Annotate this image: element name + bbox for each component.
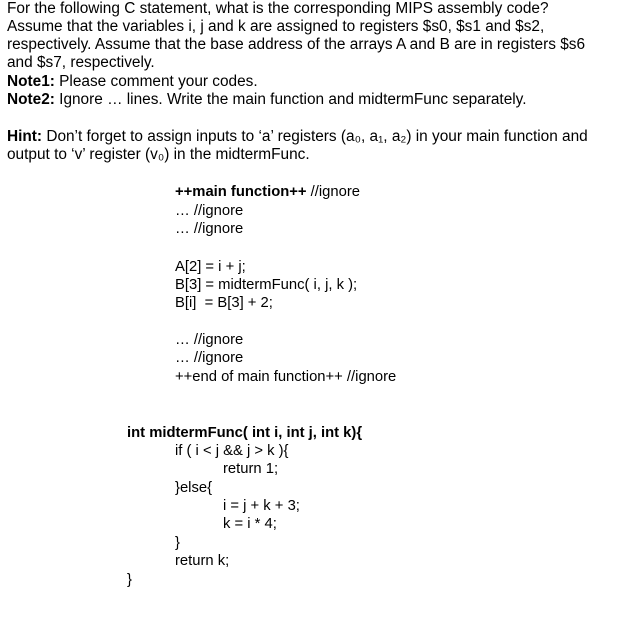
question-line-3: respectively. Assume that the base address of the arrays A and B are in registers $s6	[7, 36, 586, 53]
main-ignore-4: … //ignore	[175, 350, 244, 366]
func-assign-1: i = j + k + 3;	[223, 498, 300, 514]
func-if-line: if ( i < j && j > k ){	[175, 443, 289, 459]
question-line-4: and $s7, respectively.	[7, 54, 155, 71]
main-function-header-comment: //ignore	[306, 184, 361, 200]
main-ignore-2: … //ignore	[175, 221, 244, 237]
func-close-brace: }	[127, 572, 132, 588]
main-statement-2: B[3] = midtermFunc( i, j, k );	[175, 277, 358, 293]
main-ignore-3: … //ignore	[175, 332, 244, 348]
note2-label: Note2:	[7, 91, 55, 108]
main-statement-3: B[i] = B[3] + 2;	[175, 295, 273, 311]
main-statement-1: A[2] = i + j;	[175, 259, 246, 275]
func-return-k: return k;	[175, 553, 230, 569]
main-function-footer: ++end of main function++ //ignore	[175, 369, 397, 385]
note1-text: Please comment your codes.	[54, 73, 258, 90]
main-function-header	[175, 183, 360, 201]
func-signature: int midtermFunc( int i, int j, int k){	[127, 425, 363, 441]
hint-line-2: output to ‘v’ register (v₀) in the midtermFunc.	[7, 146, 310, 163]
note2	[7, 91, 527, 109]
note1	[7, 73, 258, 91]
func-assign-2: k = i * 4;	[223, 516, 277, 532]
note2-text: Ignore … lines. Write the main function and midtermFunc separately.	[54, 91, 527, 108]
hint-text: Don’t forget to assign inputs to ‘a’ registers (a₀, a₁, a₂) in your main function and	[42, 128, 588, 145]
func-return-1: return 1;	[223, 461, 279, 477]
func-close-else: }	[175, 535, 180, 551]
main-ignore-1: … //ignore	[175, 203, 244, 219]
hint-label: Hint:	[7, 128, 43, 145]
func-else-line: }else{	[175, 480, 213, 496]
hint-line-1	[7, 128, 588, 146]
question-line-1: For the following C statement, what is the corresponding MIPS assembly code?	[7, 0, 549, 17]
note1-label: Note1:	[7, 73, 55, 90]
main-function-header-bold: ++main function++	[175, 184, 307, 200]
question-line-2: Assume that the variables i, j and k are assigned to registers $s0, $s1 and $s2,	[7, 18, 545, 35]
